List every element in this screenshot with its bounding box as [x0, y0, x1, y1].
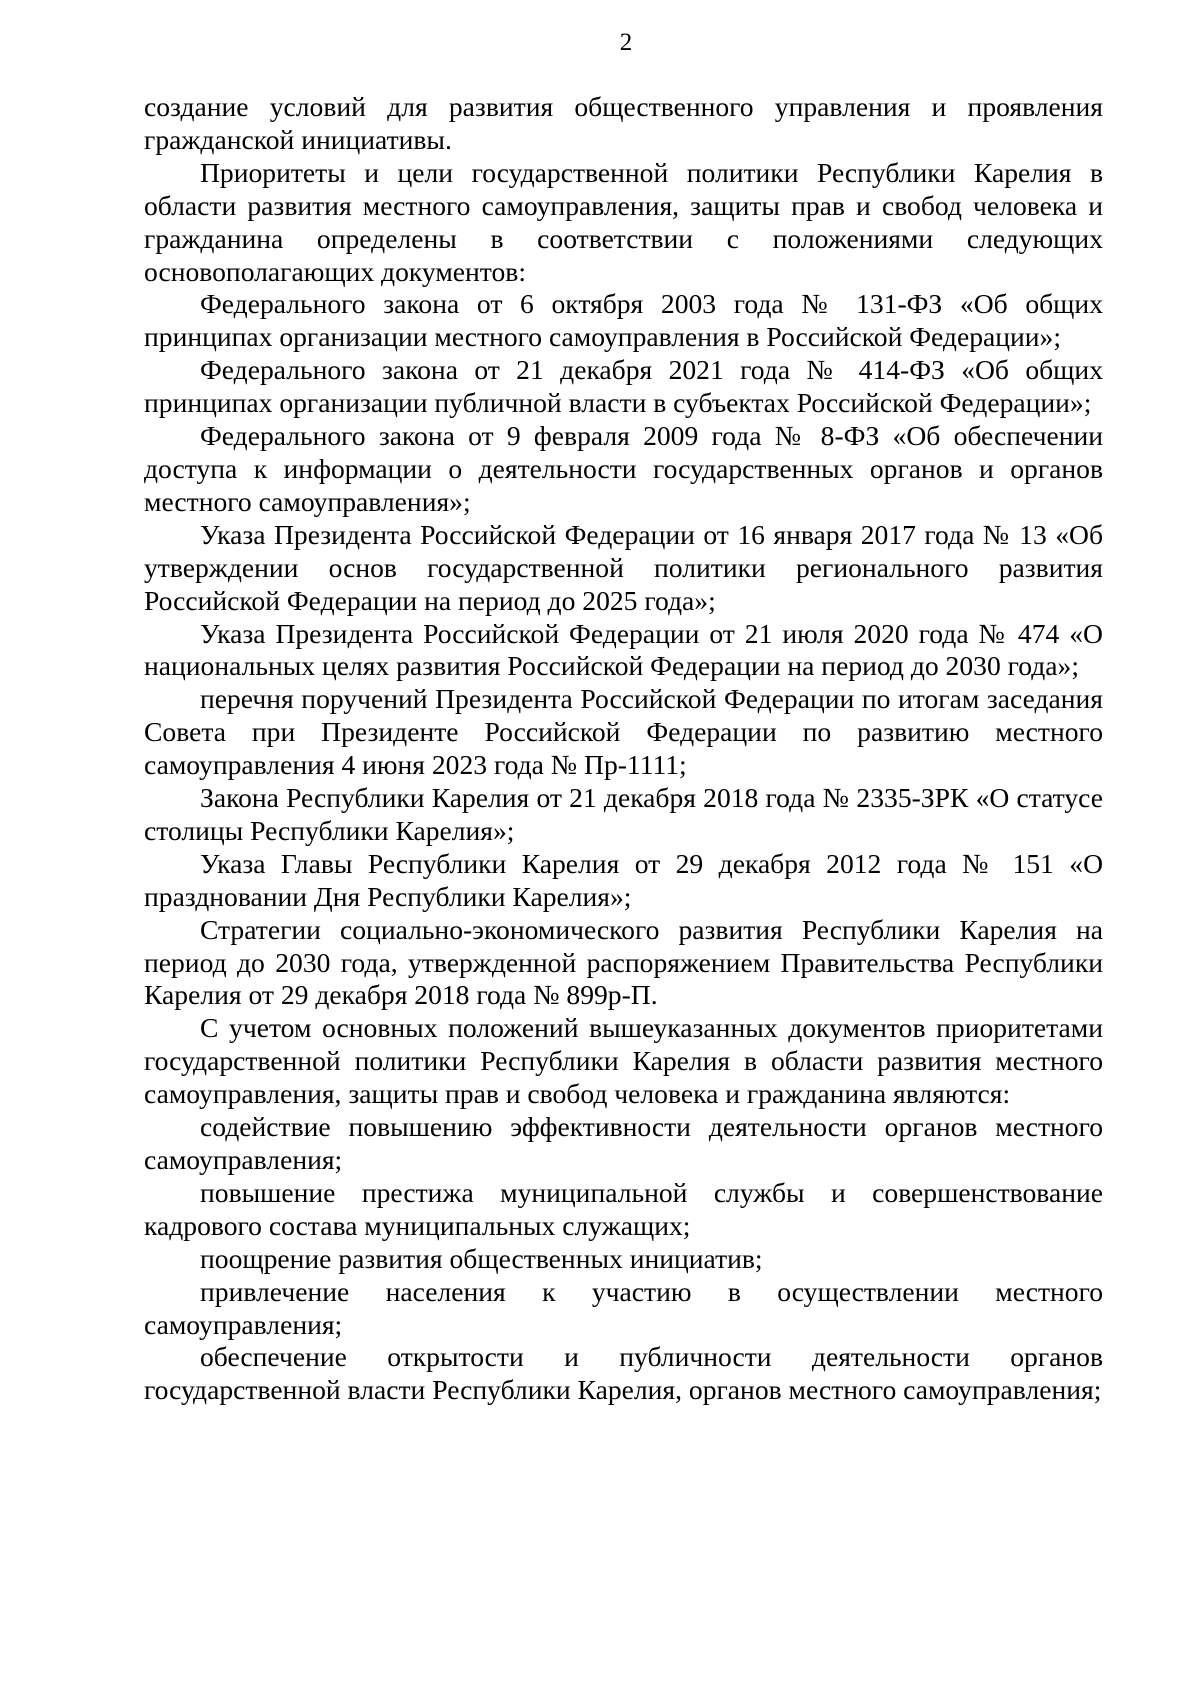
paragraph-priorities-intro: Приоритеты и цели государственной политики Республики Карелия в области развития местного самоуправления, защиты прав и свобод человека и гражданина определены в соответствии с положениями следующих основополагающих документов: — [144, 156, 1103, 287]
paragraph-priority-public-initiatives: поощрение развития общественных инициатив; — [200, 1242, 763, 1274]
paragraph-instructions-pr-1111: перечня поручений Президента Российской Федерации по итогам заседания Совета при Президенте Российской Федерации по развитию местного самоуправления 4 июня 2023 года № Пр-1111; — [144, 683, 1103, 781]
document-body — [144, 91, 1103, 1407]
paragraph-decree-474: Указа Президента Российской Федерации от 21 июля 2020 года № 474 «О национальных целях развития Российской Федерации на период до 2030 года»; — [144, 617, 1103, 682]
paragraph-priorities-list-intro: С учетом основных положений вышеуказанных документов приоритетами государственной политики Республики Карелия в области развития местного самоуправления, защиты прав и свобод человека и гражданина являются: — [144, 1012, 1103, 1110]
paragraph-priority-municipal-service: повышение престижа муниципальной службы и совершенствование кадрового состава муниципальных служащих; — [144, 1176, 1103, 1241]
paragraph-decree-13: Указа Президента Российской Федерации от 16 января 2017 года № 13 «Об утверждении основ государственной политики регионального развития Российской Федерации на период до 2025 года»; — [144, 518, 1103, 616]
paragraph-strategy-2030: Стратегии социально-экономического развития Республики Карелия на период до 2030 года, утвержденной распоряжением Правительства Республики Карелия от 29 декабря 2018 года № 899р-П. — [144, 913, 1103, 1011]
paragraph-federal-law-131: Федерального закона от 6 октября 2003 года № 131-ФЗ «Об общих принципах организации местного самоуправления в Российской Федерации»; — [144, 288, 1103, 353]
paragraph-priority-population-participation: привлечение населения к участию в осуществлении местного самоуправления; — [144, 1275, 1103, 1340]
paragraph-federal-law-8: Федерального закона от 9 февраля 2009 года № 8-ФЗ «Об обеспечении доступа к информации о деятельности государственных органов и органов местного самоуправления»; — [144, 420, 1103, 517]
paragraph-decree-151: Указа Главы Республики Карелия от 29 декабря 2012 года № 151 «О праздновании Дня Республики Карелия»; — [144, 847, 1103, 912]
paragraph-federal-law-414: Федерального закона от 21 декабря 2021 года № 414-ФЗ «Об общих принципах организации публичной власти в субъектах Российской Федерации»; — [144, 354, 1103, 419]
paragraph-priority-openness: обеспечение открытости и публичности деятельности органов государственной власти Республики Карелия, органов местного самоуправления; — [144, 1341, 1103, 1406]
page-number: 2 — [619, 29, 633, 56]
paragraph-law-2335: Закона Республики Карелия от 21 декабря 2018 года № 2335-ЗРК «О статусе столицы Республики Карелия»; — [144, 782, 1103, 846]
paragraph-intro-continuation: создание условий для развития общественного управления и проявления гражданской инициативы. — [144, 91, 1103, 155]
paragraph-priority-efficiency: содействие повышению эффективности деятельности органов местного самоуправления; — [144, 1111, 1103, 1175]
